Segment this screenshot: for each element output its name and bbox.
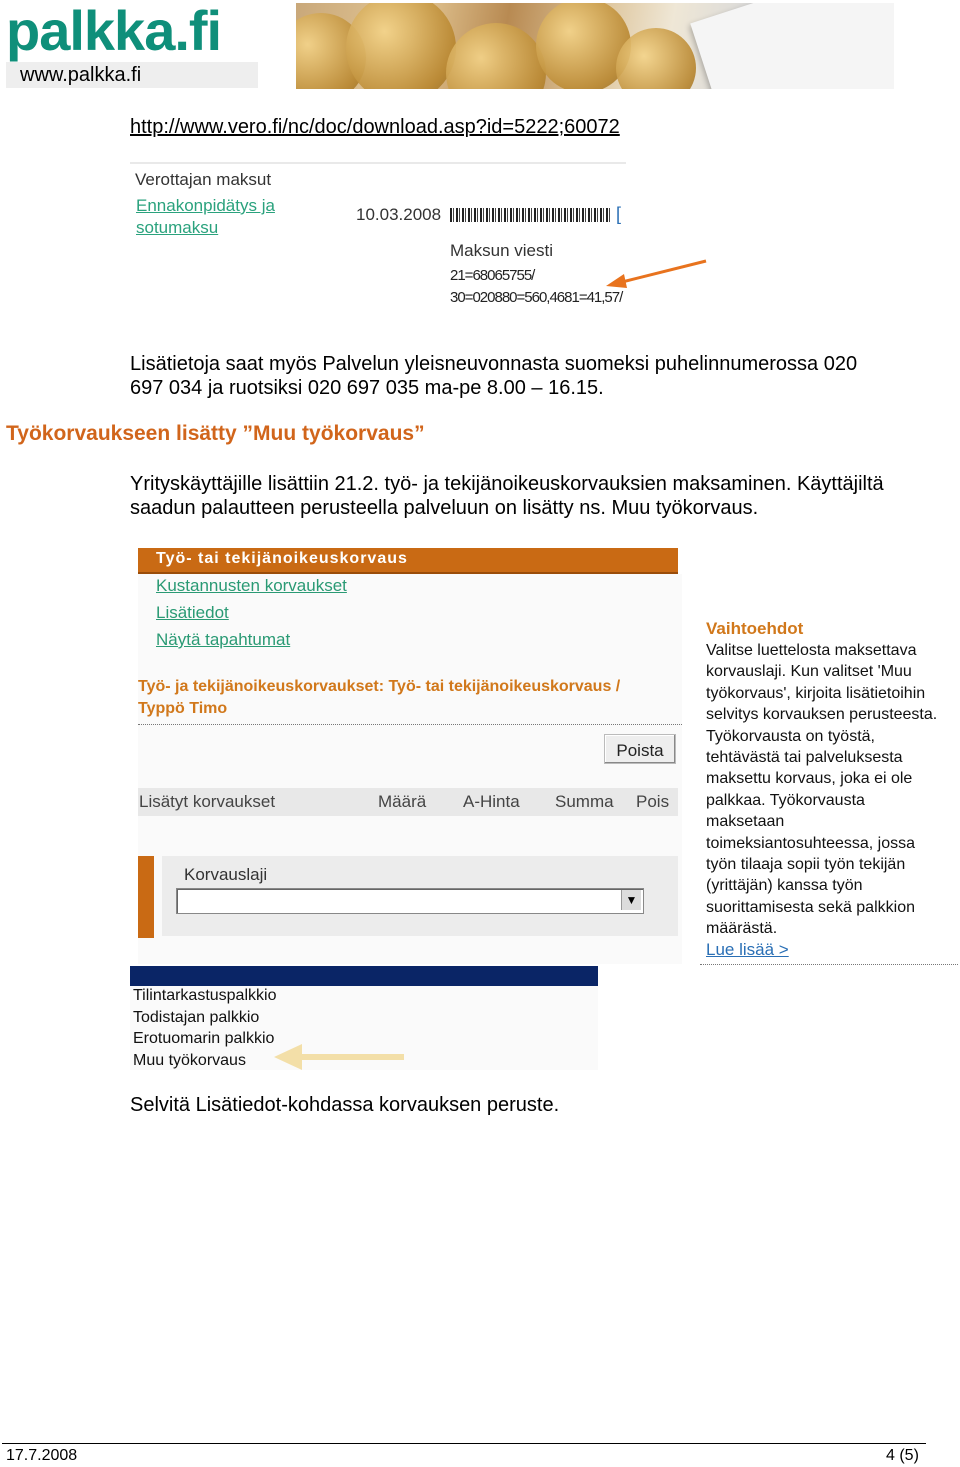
- help-line: maksetaan: [706, 813, 785, 831]
- payment-date: 10.03.2008: [356, 205, 442, 224]
- source-link[interactable]: http://www.vero.fi/nc/doc/download.asp?id=5222;60072: [130, 116, 620, 138]
- reference-number-obscured: [450, 208, 610, 222]
- footer-page-number: 4 (5): [886, 1447, 919, 1464]
- column-header-quantity: Määrä: [378, 792, 427, 811]
- column-header-remove: Pois: [636, 792, 670, 811]
- update-paragraph-line-2: saadun palautteen perusteella palveluun on lisätty ns. Muu työkorvaus.: [130, 497, 759, 519]
- withholding-link[interactable]: Ennakonpidätys ja: [136, 196, 275, 215]
- update-paragraph-line-1: Yrityskäyttäjille lisättiin 21.2. työ- ja tekijänoikeuskorvauksien maksaminen. Käyttäjiltä: [130, 473, 884, 495]
- delete-button[interactable]: Poista: [604, 734, 676, 764]
- footer-divider: [2, 1443, 926, 1444]
- breadcrumb: [138, 676, 678, 720]
- help-line: toimeksiantosuhteessa, jossa: [706, 834, 915, 852]
- payment-message-line-1: 21=68065755/: [450, 267, 535, 284]
- column-header-sum: Summa: [555, 792, 614, 811]
- footer-date: 17.7.2008: [6, 1447, 78, 1464]
- divider: [138, 724, 682, 725]
- final-instruction: Selvitä Lisätiedot-kohdassa korvauksen peruste.: [130, 1094, 560, 1116]
- withholding-link-continued[interactable]: sotumaksu: [136, 218, 219, 237]
- orange-arrow-icon: [600, 256, 712, 290]
- tax-payments-title: Verottajan maksut: [135, 170, 272, 189]
- dropdown-option-referee-fee[interactable]: Erotuomarin palkkio: [133, 1030, 275, 1047]
- help-line: Työkorvausta on työstä,: [706, 727, 875, 745]
- show-events-link[interactable]: Näytä tapahtumat: [156, 630, 291, 649]
- help-line: työkorvaus', kirjoita lisätietoihin: [706, 684, 926, 702]
- help-line: määrästä.: [706, 920, 778, 938]
- help-line: Valitse luettelosta maksettava: [706, 642, 917, 659]
- info-paragraph-line-1: Lisätietoja saat myös Palvelun yleisneuvonnasta suomeksi puhelinnumerossa 020: [130, 353, 858, 375]
- options-title: Vaihtoehdot: [706, 619, 804, 638]
- accent-stripe: [138, 856, 154, 938]
- compensation-title: Työ- tai tekijänoikeuskorvaus: [156, 550, 408, 567]
- column-header-unit-price: A-Hinta: [463, 792, 520, 811]
- payment-message-label: Maksun viesti: [450, 241, 553, 260]
- divider: [700, 964, 958, 965]
- compensation-type-label: Korvauslaji: [184, 865, 268, 884]
- help-line: (yrittäjän) kanssa työn: [706, 877, 863, 895]
- column-header-added-compensations: Lisätyt korvaukset: [139, 792, 276, 811]
- help-line: maksettu korvaus, joka ei ole: [706, 770, 913, 788]
- help-line: korvauslaji. Kun valitset 'Muu: [706, 663, 912, 681]
- breadcrumb-line-2: Typpö Timo: [138, 700, 228, 717]
- help-line: palkkaa. Työkorvausta: [706, 791, 865, 809]
- chevron-down-icon[interactable]: ▼: [621, 890, 641, 910]
- beige-arrow-icon: [272, 1042, 408, 1072]
- dropdown-selected-highlight[interactable]: [130, 966, 598, 986]
- info-paragraph-line-2: 697 034 ja ruotsiksi 020 697 035 ma-pe 8.00 – 16.15.: [130, 377, 604, 399]
- help-line: tehtävästä tai palveluksesta: [706, 749, 903, 767]
- help-line: suorittamisesta sekä palkkion: [706, 898, 915, 916]
- compensation-type-select[interactable]: [176, 888, 644, 914]
- header-banner-image: [296, 3, 894, 89]
- dropdown-option-other-work-compensation[interactable]: Muu työkorvaus: [133, 1052, 246, 1069]
- logo: palkka.fi: [6, 0, 222, 62]
- dropdown-option-auditor-fee[interactable]: Tilintarkastuspalkkio: [133, 987, 277, 1004]
- expense-compensation-link[interactable]: Kustannusten korvaukset: [156, 576, 347, 595]
- help-line: selvitys korvauksen perusteesta.: [706, 706, 938, 724]
- dropdown-option-witness-fee[interactable]: Todistajan palkkio: [133, 1009, 260, 1026]
- payment-message-line-2: 30=020880=560,4681=41,57/: [450, 289, 623, 306]
- options-help-text: [706, 640, 960, 940]
- logo-url: www.palkka.fi: [20, 64, 142, 86]
- section-heading: Työkorvaukseen lisätty ”Muu työkorvaus”: [6, 422, 425, 445]
- additional-info-link[interactable]: Lisätiedot: [156, 603, 229, 622]
- bracket-glyph: [: [616, 204, 622, 224]
- help-line: työn tilaaja sopii työn tekijän: [706, 856, 906, 874]
- read-more-link[interactable]: Lue lisää >: [706, 940, 789, 959]
- breadcrumb-line-1: Työ- ja tekijänoikeuskorvaukset: Työ- tai tekijänoikeuskorvaus /: [138, 678, 621, 695]
